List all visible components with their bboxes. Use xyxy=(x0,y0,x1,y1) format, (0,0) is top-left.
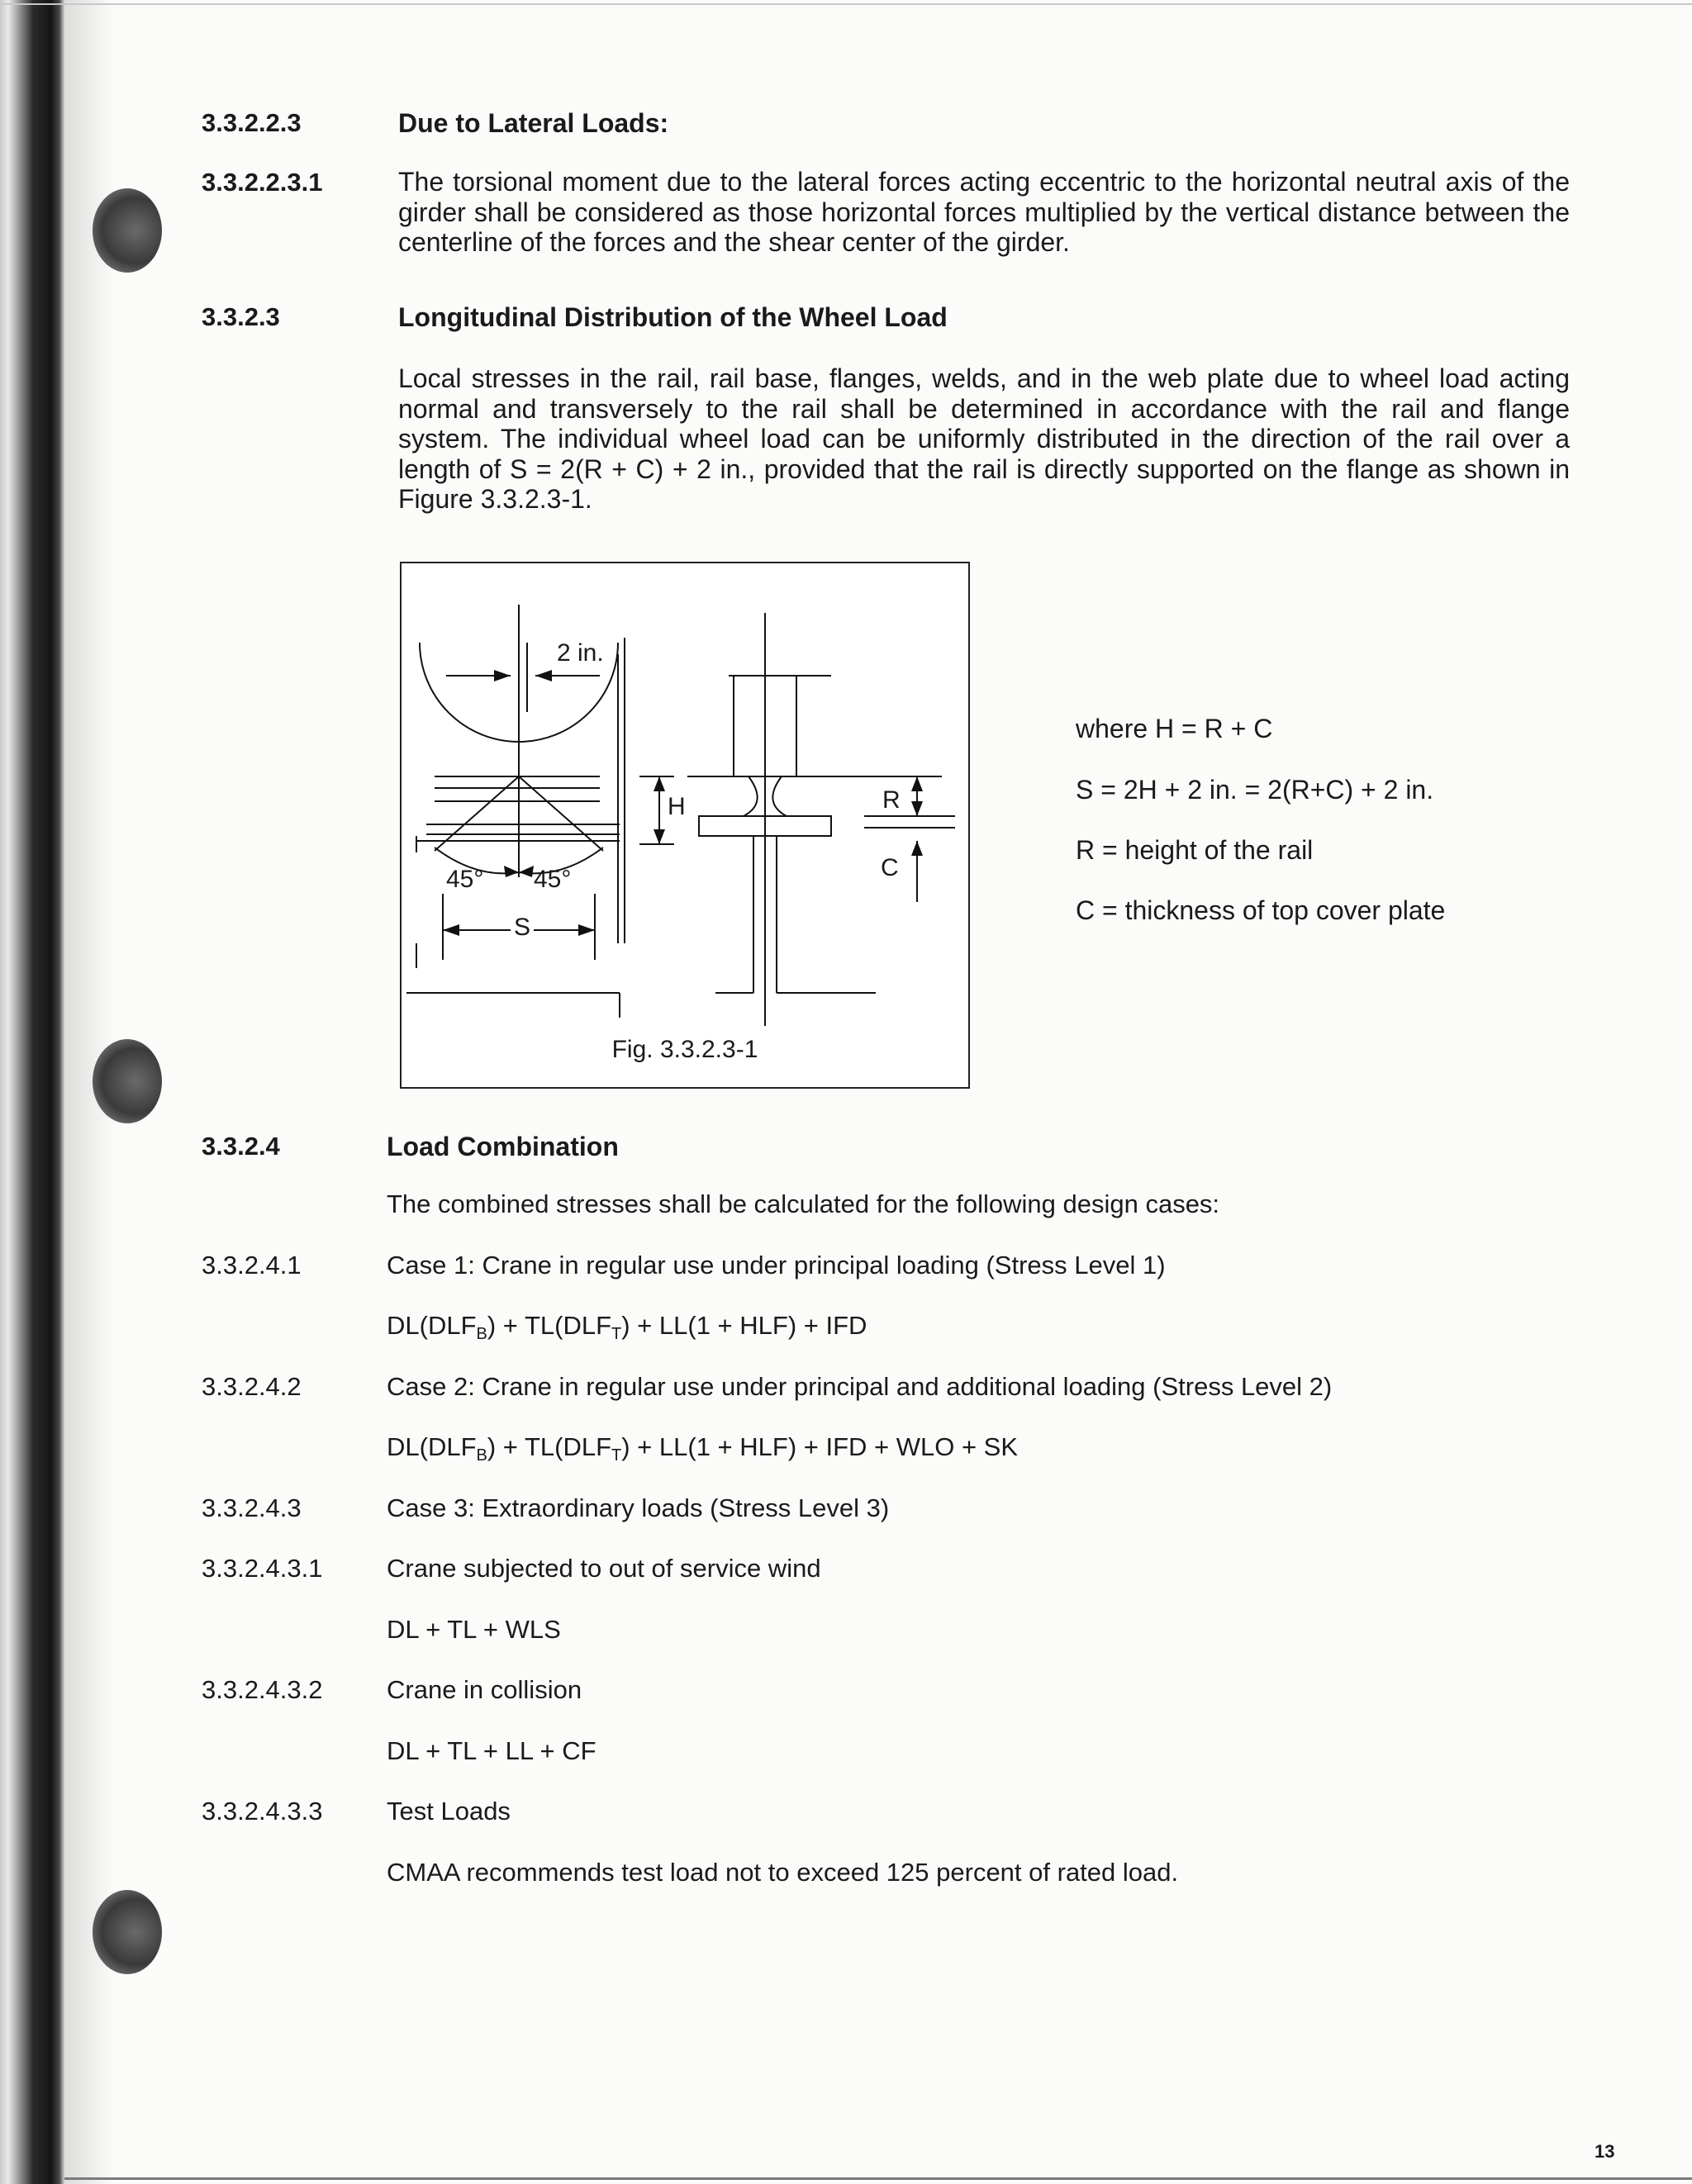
section-number: 3.3.2.2.3.1 xyxy=(202,168,323,197)
formula-4: DL + TL + LL + CF xyxy=(387,1736,596,1765)
label-angle-left: 45° xyxy=(446,866,484,893)
case-text: Case 2: Crane in regular use under principal and additional loading (Stress Level 2) xyxy=(387,1372,1333,1401)
punch-hole-1 xyxy=(93,188,162,273)
definition-r: R = height of the rail xyxy=(1076,835,1314,865)
rail-distribution-diagram xyxy=(402,563,968,1087)
case-number: 3.3.2.4.1 xyxy=(202,1251,302,1280)
section-number: 3.3.2.2.3 xyxy=(202,108,302,137)
case-number: 3.3.2.4.3 xyxy=(202,1493,302,1522)
label-r: R xyxy=(882,786,901,814)
punch-hole-3 xyxy=(93,1890,162,1974)
case-number: 3.3.2.4.2 xyxy=(202,1372,302,1401)
punch-hole-2 xyxy=(93,1039,162,1123)
page-number: 13 xyxy=(1595,2141,1615,2162)
case-number: 3.3.2.4.3.2 xyxy=(202,1675,323,1704)
figure-frame xyxy=(400,562,970,1089)
label-angle-right: 45° xyxy=(534,866,572,893)
case-number: 3.3.2.4.3.3 xyxy=(202,1797,323,1826)
section-title: Due to Lateral Loads: xyxy=(398,108,669,138)
formula-3: DL + TL + WLS xyxy=(387,1615,561,1644)
section-number: 3.3.2.4 xyxy=(202,1132,280,1161)
label-s: S xyxy=(511,914,534,942)
label-c: C xyxy=(881,854,899,881)
top-edge-line xyxy=(0,3,1692,5)
section-title: Load Combination xyxy=(387,1132,619,1161)
label-h: H xyxy=(668,793,686,820)
definition-c: C = thickness of top cover plate xyxy=(1076,895,1446,925)
test-load-note: CMAA recommends test load not to exceed 125 percent of rated load. xyxy=(387,1858,1179,1887)
definition-h: where H = R + C xyxy=(1076,714,1273,743)
label-two-in: 2 in. xyxy=(557,639,604,667)
section-number: 3.3.2.3 xyxy=(202,302,280,331)
paragraph-text: The torsional moment due to the lateral forces acting eccentric to the horizontal neutral axis of the girder shall be considered as those horizontal forces multiplied by the vertical distance between the centerline of the forces and the shear center of the girder. xyxy=(398,167,1570,257)
case-number: 3.3.2.4.3.1 xyxy=(202,1554,323,1583)
paragraph xyxy=(398,167,1570,258)
bottom-edge-line xyxy=(64,2177,1692,2180)
figure-caption: Fig. 3.3.2.3-1 xyxy=(611,1036,758,1063)
section-title: Longitudinal Distribution of the Wheel Load xyxy=(398,302,948,332)
case-text: Case 3: Extraordinary loads (Stress Level 3) xyxy=(387,1493,890,1522)
paragraph-text: Local stresses in the rail, rail base, flanges, welds, and in the web plate due to wheel load acting normal and transversely to the rail shall be determined in accordance with the rail and flange system. The individual wheel load can be uniformly distributed in the direction of the rail over a length of S = 2(R + C) + 2 in., provided that the rail is directly supported on the flange as shown in Figure 3.3.2.3-1. xyxy=(398,363,1570,514)
section-intro: The combined stresses shall be calculated for the following design cases: xyxy=(387,1189,1220,1218)
case-text: Crane in collision xyxy=(387,1675,582,1704)
case-text: Case 1: Crane in regular use under principal loading (Stress Level 1) xyxy=(387,1251,1166,1280)
definition-s: S = 2H + 2 in. = 2(R+C) + 2 in. xyxy=(1076,775,1434,805)
paragraph xyxy=(398,363,1570,515)
case-text: Test Loads xyxy=(387,1797,511,1826)
formula-2: $DL(DLF_B) + TL(DLF_T) + LL(1 + HLF)$ + IFD + WLO + SK xyxy=(387,1432,1019,1465)
case-text: Crane subjected to out of service wind xyxy=(387,1554,821,1583)
formula-1: $DL(DLF_B) + TL(DLF_T) + LL(1 + HLF)$ + IFD xyxy=(387,1311,867,1343)
binding-edge xyxy=(0,0,64,2184)
